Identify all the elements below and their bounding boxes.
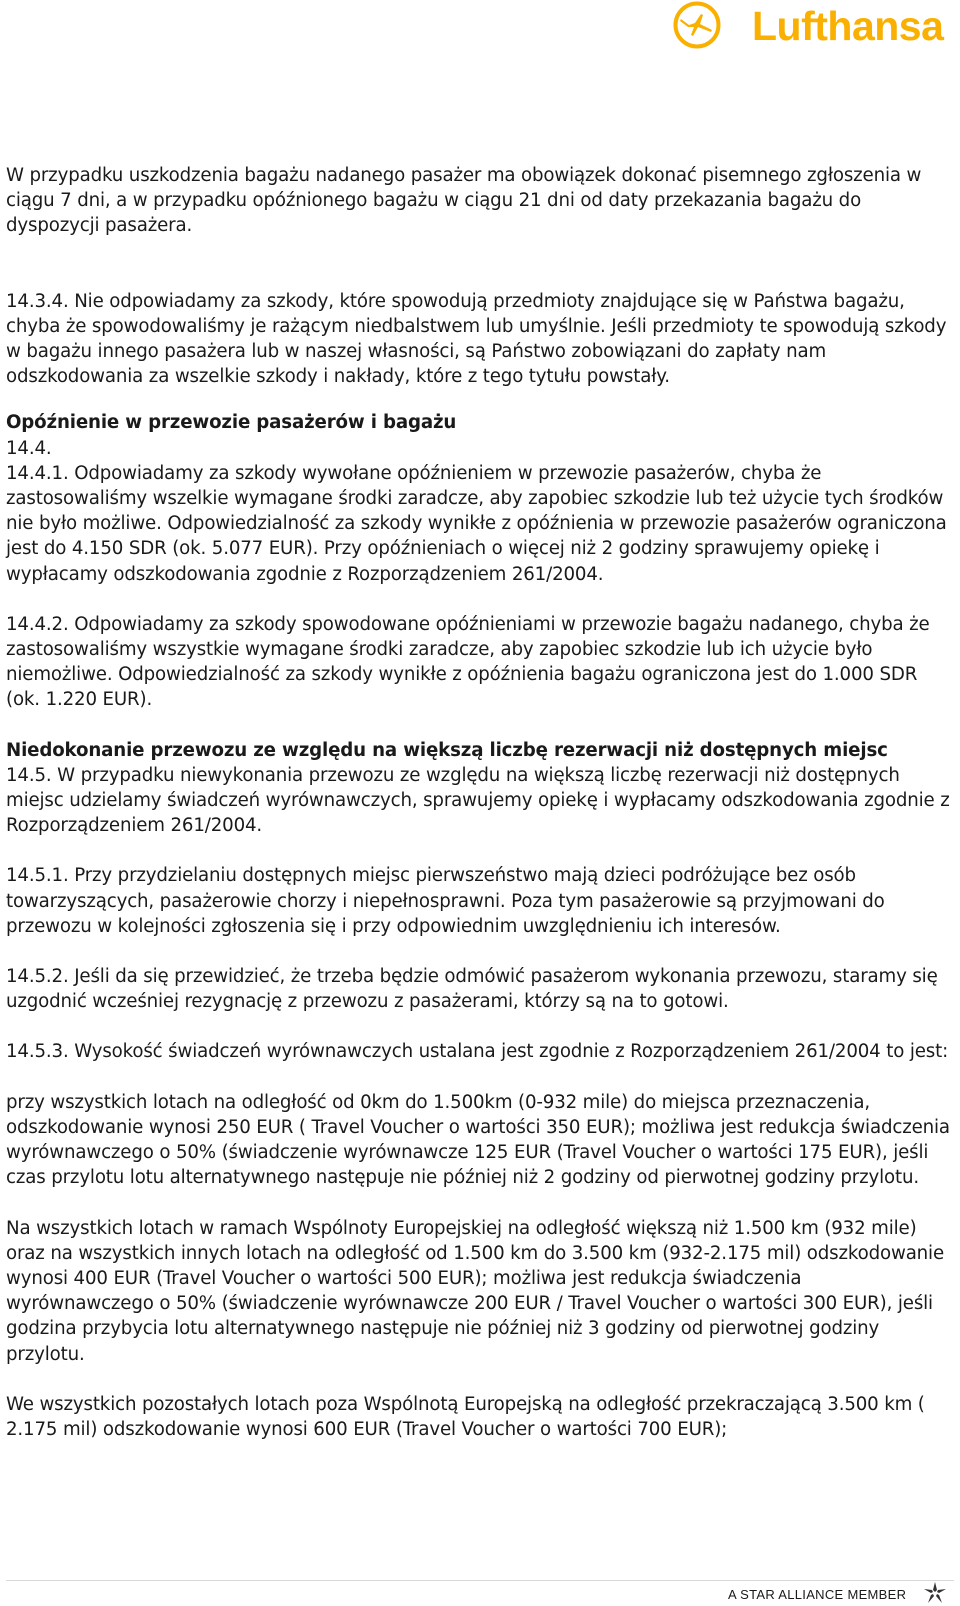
footer-divider — [6, 1580, 954, 1581]
paragraph: 14.5.1. Przy przydzielaniu dostępnych miejsc pierwszeństwo mają dzieci podróżujące bez osób towarzyszących, pasażerowie chorzy i niepełnosprawni. Poza tym pasażerowie są przyjmowani do przewozu w kolejności zgłoszenia się i przy odpowiednim uwzględnieniu ich interesów. — [6, 865, 885, 937]
paragraph: W przypadku uszkodzenia bagażu nadanego pasażer ma obowiązek dokonać pisemnego zgłoszenia w ciągu 7 dni, a w przypadku opóźnionego bagażu w ciągu 21 dni od daty przekazania bagażu do dyspozycji pasażera. — [6, 165, 922, 237]
star-alliance-label: A STAR ALLIANCE MEMBER — [728, 1587, 907, 1602]
lufthansa-crane-icon — [672, 0, 722, 50]
section-heading: Opóźnienie w przewozie pasażerów i bagażu — [6, 412, 457, 434]
paragraph: przy wszystkich lotach na odległość od 0km do 1.500km (0-932 mile) do miejsca przeznaczenia, odszkodowanie wynosi 250 EUR ( Travel Voucher o wartości 350 EUR); możliwa jest redukcja świadczenia wyrównawczego o 50% (świadczenie wyrównawcze 125 EUR (Travel Voucher o wartości 175 EUR), jeśli czas przylotu lotu alternatywnego następuje nie później niż 2 godziny od pierwotnej godziny przylotu. — [6, 1091, 950, 1189]
star-alliance-icon — [922, 1581, 948, 1605]
paragraph: 14.4. — [6, 437, 52, 459]
paragraph: 14.4.2. Odpowiadamy za szkody spowodowane opóźnieniami w przewozie bagażu nadanego, chyba że zastosowaliśmy wszystkie wymagane środki zaradcze, aby zapobiec szkodzie lub ich użycie było niemożliwe. Odpowiedzialność za szkody wynikłe z opóźnienia bagażu ograniczona jest do 1.000 SDR (ok. 1.220 EUR). — [6, 613, 930, 711]
section-heading: Niedokonanie przewozu ze względu na większą liczbę rezerwacji niż dostępnych miejsc — [6, 739, 888, 761]
paragraph: 14.3.4. Nie odpowiadamy za szkody, które spowodują przedmioty znajdujące się w Państwa bagażu, chyba że spowodowaliśmy je rażącym niedbalstwem lub umyślnie. Jeśli przedmioty te spowodują szkody w bagażu innego pasażera lub w naszej własności, są Państwo zobowiązani do zapłaty nam odszkodowania za wszelkie szkody i nakłady, które z tego tytułu powstały. — [6, 290, 947, 388]
document-body — [6, 163, 954, 1442]
paragraph: 14.5. W przypadku niewykonania przewozu ze względu na większą liczbę rezerwacji niż dostępnych miejsc udzielamy świadczeń wyrównawczych, sprawujemy opiekę i wypłacamy odszkodowania zgodnie z Rozporządzeniem 261/2004. — [6, 764, 950, 837]
paragraph: We wszystkich pozostałych lotach poza Wspólnotą Europejską na odległość przekraczającą 3.500 km ( 2.175 mil) odszkodowanie wynosi 600 EUR (Travel Voucher o wartości 700 EUR); — [6, 1393, 925, 1440]
paragraph: 14.5.3. Wysokość świadczeń wyrównawczych ustalana jest zgodnie z Rozporządzeniem 261/2004 to jest: — [6, 1041, 949, 1063]
paragraph: Na wszystkich lotach w ramach Wspólnoty Europejskiej na odległość większą niż 1.500 km (932 mile) oraz na wszystkich innych lotach na odległość od 1.500 km do 3.500 km (932-2.175 mil) odszkodowanie wynosi 400 EUR (Travel Voucher o wartości 500 EUR); możliwa jest redukcja świadczenia wyrównawczego o 50% (świadczenie wyrównawcze 200 EUR / Travel Voucher o wartości 300 EUR), jeśli godzina przybycia lotu alternatywnego następuje nie później niż 3 godziny od pierwotnej godziny przylotu. — [6, 1217, 945, 1365]
page-header — [0, 0, 960, 60]
lufthansa-logo-text: Lufthansa — [752, 3, 944, 49]
paragraph: 14.5.2. Jeśli da się przewidzieć, że trzeba będzie odmówić pasażerom wykonania przewozu, staramy się uzgodnić wcześniej rezygnację z przewozu z pasażerami, którzy są na to gotowi. — [6, 966, 938, 1013]
paragraph: 14.4.1. Odpowiadamy za szkody wywołane opóźnieniem w przewozie pasażerów, chyba że zastosowaliśmy wszelkie wymagane środki zaradcze, aby zapobiec szkodzie lub też użycie tych środków nie było możliwe. Odpowiedzialność za szkody wynikłe z opóźnienia w przewozie pasażerów ograniczona jest do 4.150 SDR (ok. 5.077 EUR). Przy opóźnieniach o więcej niż 2 godziny sprawujemy opiekę i wypłacamy odszkodowania zgodnie z Rozporządzeniem 261/2004. — [6, 462, 947, 585]
